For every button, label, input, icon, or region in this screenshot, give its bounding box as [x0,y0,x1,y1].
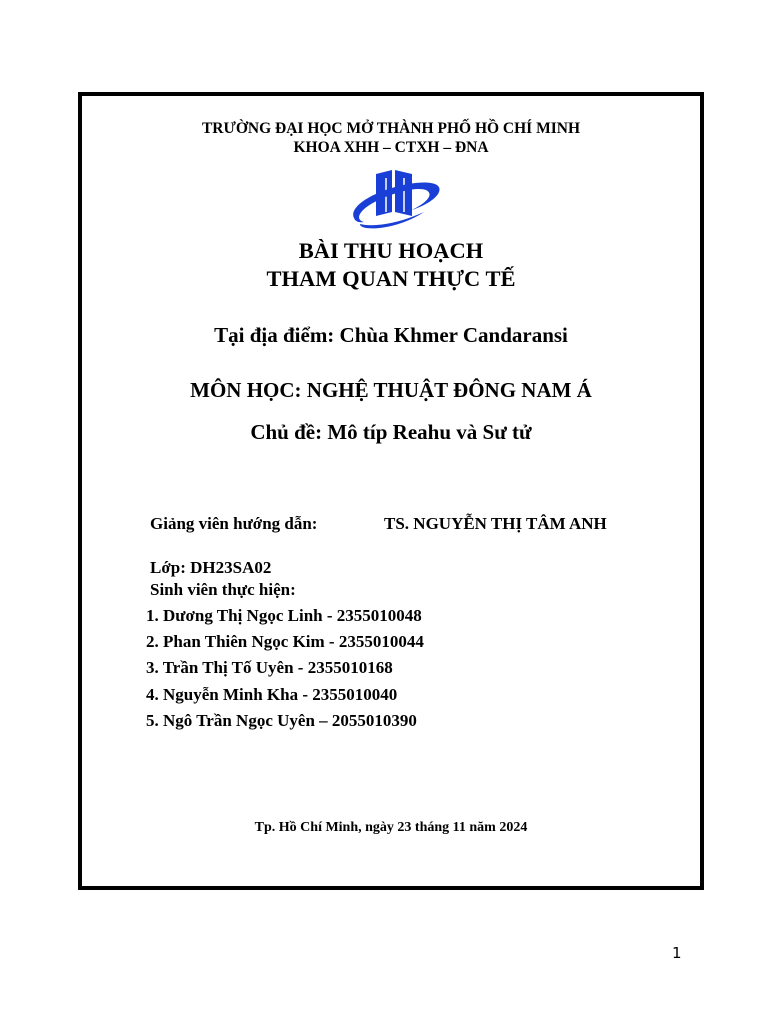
course-subject: MÔN HỌC: NGHỆ THUẬT ĐÔNG NAM Á [190,378,592,402]
class-value: DH23SA02 [190,558,272,577]
page-number: 1 [672,944,682,962]
visit-location: Tại địa điểm: Chùa Khmer Candaransi [214,323,568,347]
place-and-date: Tp. Hồ Chí Minh, ngày 23 tháng 11 năm 2024 [254,820,528,835]
list-item: 3. Trần Thị Tố Uyên - 2355010168 [146,658,393,678]
list-item: 1. Dương Thị Ngọc Linh - 2355010048 [146,606,422,625]
students-label: Sinh viên thực hiện: [150,580,296,599]
list-item: 4. Nguyễn Minh Kha - 2355010040 [146,684,398,704]
report-title-line-2: THAM QUAN THỰC TẾ [266,266,516,291]
class-label: Lớp: [150,558,186,577]
report-topic: Chủ đề: Mô típ Reahu và Sư tử [250,420,532,444]
faculty-name: KHOA XHH – CTXH – ĐNA [293,139,489,156]
university-book-logo-icon [346,168,444,230]
university-name: TRƯỜNG ĐẠI HỌC MỞ THÀNH PHỐ HỒ CHÍ MINH [201,120,581,137]
student-list [146,603,424,734]
lecturer-label: Giảng viên hướng dẫn: [150,514,318,533]
cover-border-frame [78,92,704,890]
lecturer-name: TS. NGUYỄN THỊ TÂM ANH [384,514,607,533]
report-title-line-1: BÀI THU HOẠCH [298,238,484,263]
class-info [150,558,271,578]
list-item: 2. Phan Thiên Ngọc Kim - 2355010044 [146,632,424,652]
list-item: 5. Ngô Trần Ngọc Uyên – 2055010390 [146,710,417,730]
